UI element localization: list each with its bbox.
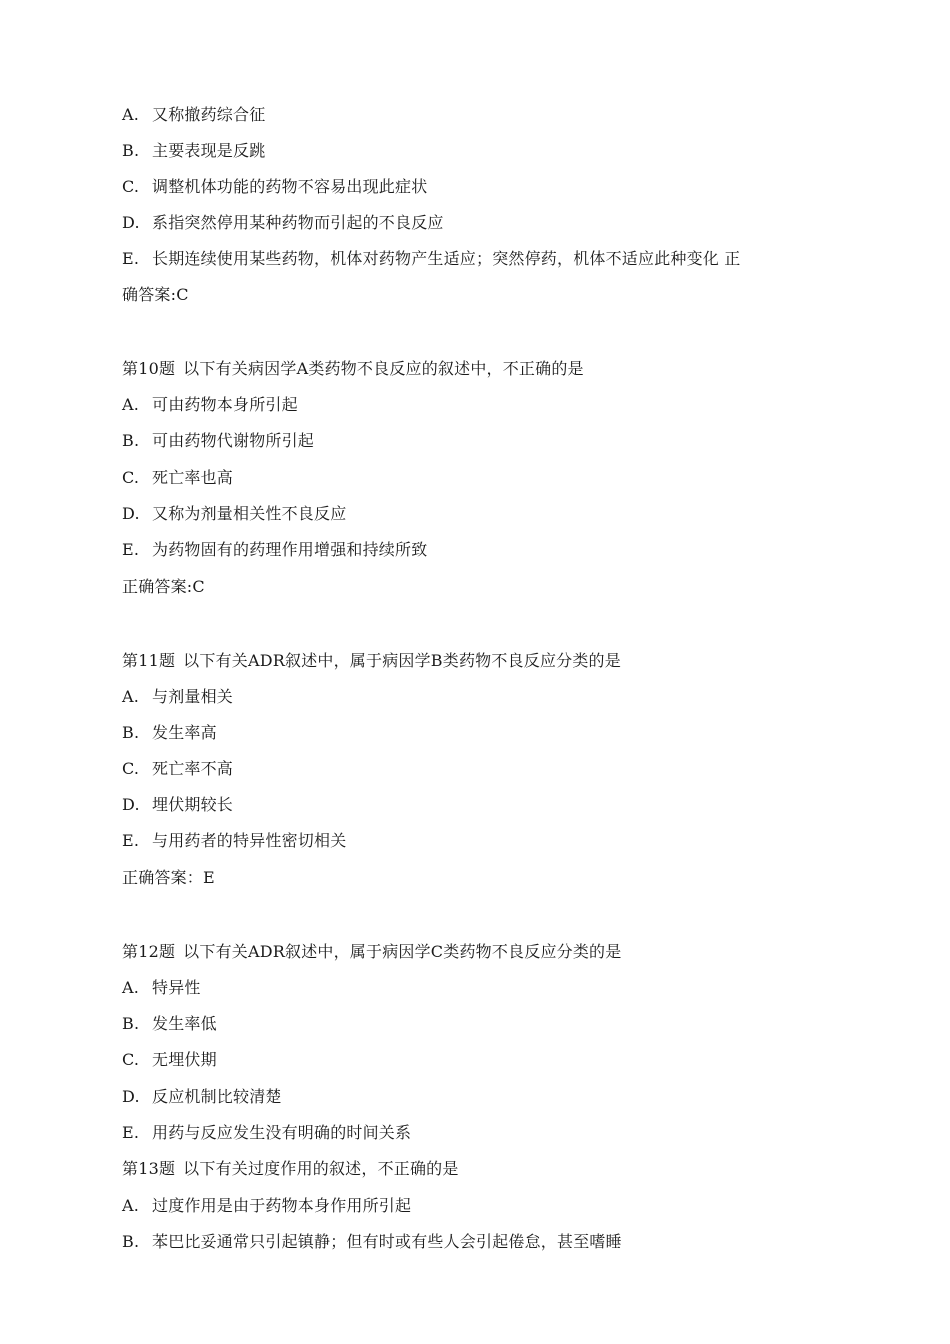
option-letter: C. — [122, 177, 140, 196]
option-letter: C. — [122, 1050, 140, 1069]
option-d — [122, 504, 346, 524]
option-b — [122, 1232, 622, 1252]
question-stem — [122, 942, 621, 962]
question-number: 第11题 — [122, 651, 176, 670]
option-letter: E. — [122, 831, 140, 850]
option-text: 长期连续使用某些药物，机体对药物产生适应；突然停药，机体不适应此种变化 正 — [152, 249, 741, 268]
option-text: 又称撤药综合征 — [152, 105, 266, 124]
question-text: 以下有关过度作用的叙述，不正确的是 — [183, 1159, 459, 1178]
answer-line: 正确答案:C — [122, 577, 205, 596]
question-stem — [122, 651, 621, 671]
option-d — [122, 1087, 282, 1107]
option-letter: D. — [122, 795, 140, 814]
option-letter: D. — [122, 1087, 140, 1106]
option-letter: B. — [122, 141, 140, 160]
option-b — [122, 141, 265, 161]
answer-line: 确答案:C — [122, 285, 189, 304]
question-stem — [122, 359, 584, 379]
option-letter: E. — [122, 249, 140, 268]
option-a — [122, 105, 265, 125]
option-text: 苯巴比妥通常只引起镇静；但有时或有些人会引起倦怠，甚至嗜睡 — [152, 1232, 622, 1251]
option-b — [122, 723, 217, 743]
option-c — [122, 1050, 217, 1070]
option-d — [122, 213, 444, 233]
option-a — [122, 1196, 411, 1216]
option-d — [122, 795, 233, 815]
option-text: 反应机制比较清楚 — [152, 1087, 282, 1106]
option-text: 特异性 — [152, 978, 201, 997]
option-c — [122, 759, 233, 779]
option-text: 可由药物代谢物所引起 — [152, 431, 315, 450]
option-text: 系指突然停用某种药物而引起的不良反应 — [152, 213, 444, 232]
option-letter: A. — [122, 978, 140, 997]
question-stem — [122, 1159, 459, 1179]
option-a — [122, 395, 298, 415]
option-text: 死亡率也高 — [152, 468, 234, 487]
option-text: 为药物固有的药理作用增强和持续所致 — [152, 540, 428, 559]
option-text: 死亡率不高 — [152, 759, 234, 778]
option-text: 无埋伏期 — [152, 1050, 217, 1069]
question-text: 以下有关病因学A类药物不良反应的叙述中，不正确的是 — [183, 359, 584, 378]
answer-line: 正确答案：E — [122, 868, 215, 887]
option-c — [122, 468, 233, 488]
option-letter: E. — [122, 540, 140, 559]
option-letter: A. — [122, 105, 140, 124]
option-a — [122, 978, 201, 998]
option-letter: A. — [122, 1196, 140, 1215]
option-letter: D. — [122, 213, 140, 232]
option-text: 与用药者的特异性密切相关 — [152, 831, 347, 850]
option-letter: C. — [122, 759, 140, 778]
option-letter: A. — [122, 687, 140, 706]
option-letter: B. — [122, 1232, 140, 1251]
question-text: 以下有关ADR叙述中，属于病因学B类药物不良反应分类的是 — [183, 651, 621, 670]
option-letter: D. — [122, 504, 140, 523]
option-e — [122, 249, 741, 269]
option-text: 可由药物本身所引起 — [152, 395, 298, 414]
option-text: 发生率低 — [152, 1014, 217, 1033]
option-text: 主要表现是反跳 — [152, 141, 266, 160]
question-number: 第12题 — [122, 942, 176, 961]
option-text: 与剂量相关 — [152, 687, 234, 706]
option-letter: E. — [122, 1123, 140, 1142]
option-a — [122, 687, 233, 707]
option-text: 用药与反应发生没有明确的时间关系 — [152, 1123, 412, 1142]
question-text: 以下有关ADR叙述中，属于病因学C类药物不良反应分类的是 — [183, 942, 622, 961]
option-text: 埋伏期较长 — [152, 795, 234, 814]
option-letter: C. — [122, 468, 140, 487]
question-number: 第10题 — [122, 359, 176, 378]
option-e — [122, 540, 427, 560]
option-e — [122, 1123, 411, 1143]
option-letter: A. — [122, 395, 140, 414]
option-text: 发生率高 — [152, 723, 217, 742]
option-letter: B. — [122, 1014, 140, 1033]
option-letter: B. — [122, 431, 140, 450]
option-letter: B. — [122, 723, 140, 742]
option-text: 又称为剂量相关性不良反应 — [152, 504, 347, 523]
question-number: 第13题 — [122, 1159, 176, 1178]
option-b — [122, 1014, 217, 1034]
option-e — [122, 831, 346, 851]
option-c — [122, 177, 427, 197]
option-b — [122, 431, 314, 451]
option-text: 过度作用是由于药物本身作用所引起 — [152, 1196, 412, 1215]
option-text: 调整机体功能的药物不容易出现此症状 — [152, 177, 428, 196]
